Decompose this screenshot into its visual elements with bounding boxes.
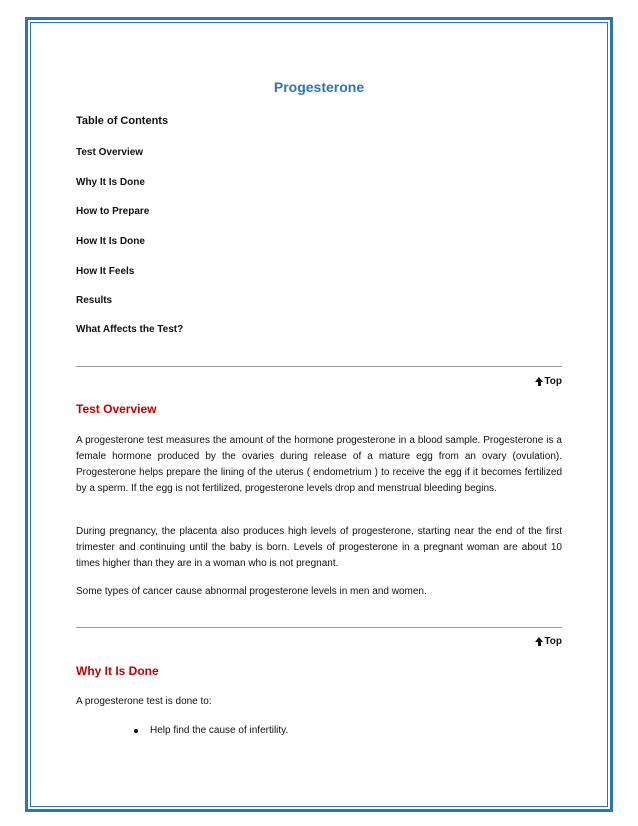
section-divider <box>76 366 562 367</box>
toc-link-why-it-is-done[interactable]: Why It Is Done <box>76 177 145 188</box>
back-to-top-link[interactable] <box>535 636 562 647</box>
overview-paragraph-3: Some types of cancer cause abnormal progesterone levels in men and women. <box>76 586 427 597</box>
back-to-top-link[interactable] <box>535 376 562 387</box>
section-heading-test-overview: Test Overview <box>76 402 157 416</box>
bullet-icon <box>134 729 138 733</box>
why-bullet-list <box>134 725 288 736</box>
arrow-up-icon <box>535 377 543 382</box>
section-heading-why-it-is-done: Why It Is Done <box>76 664 159 678</box>
toc-heading: Table of Contents <box>76 115 169 127</box>
list-item <box>134 725 288 736</box>
toc-link-results[interactable]: Results <box>76 295 113 306</box>
document-title: Progesterone <box>273 79 365 95</box>
toc-link-test-overview[interactable]: Test Overview <box>76 147 144 158</box>
toc-link-how-to-prepare[interactable]: How to Prepare <box>76 206 150 217</box>
arrow-up-icon <box>535 637 543 642</box>
why-intro-text: A progesterone test is done to: <box>76 696 212 707</box>
overview-paragraph-2: During pregnancy, the placenta also produces high levels of progesterone, starting near the end of the first trimester and continuing until the baby is born. Levels of progesterone in a pregnant woman are about 10 times higher than they are in a woman who is not pregnant. <box>76 526 562 569</box>
back-to-top-label: Top <box>544 376 562 387</box>
toc-link-how-it-is-done[interactable]: How It Is Done <box>76 236 145 247</box>
bullet-text: Help find the cause of infertility. <box>150 725 289 736</box>
toc-link-how-it-feels[interactable]: How It Feels <box>76 266 135 277</box>
overview-paragraph-1: A progesterone test measures the amount of the hormone progesterone in a blood sample. Progesterone is a female hormone produced by the ovaries during release of a mature egg from an ovary (ovulation). Progesterone helps prepare the lining of the uterus ( endometrium ) to receive the egg if it becomes fertilized by a sperm. If the egg is not fertilized, progesterone levels drop and menstrual bleeding begins. <box>76 435 562 494</box>
back-to-top-label: Top <box>544 636 562 647</box>
toc-link-what-affects-the-test[interactable]: What Affects the Test? <box>76 324 184 335</box>
section-divider <box>76 627 562 628</box>
